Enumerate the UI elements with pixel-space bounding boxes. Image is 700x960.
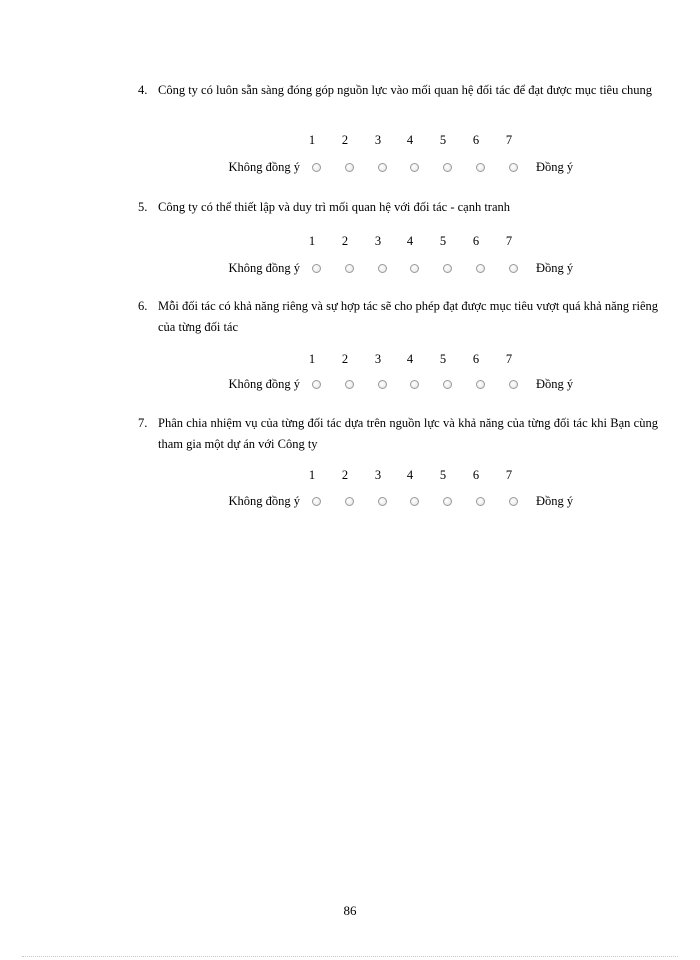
radio-option-4[interactable] (410, 497, 419, 506)
scale-number-1: 1 (308, 234, 316, 248)
question-4-text-row (138, 80, 658, 101)
page-bottom-divider (22, 956, 678, 957)
scale-left-label: Không đồng ý (228, 377, 300, 391)
scale-number-5: 5 (439, 234, 447, 248)
scale-number-4: 4 (406, 133, 414, 147)
scale-number-5: 5 (439, 468, 447, 482)
scale-right-label: Đồng ý (536, 261, 574, 275)
scale-left-label: Không đồng ý (228, 261, 300, 275)
question-text: Mỗi đối tác có khả năng riêng và sự hợp tác sẽ cho phép đạt được mục tiêu vượt quá khả năng riêng của từng đối tác (158, 299, 658, 334)
question-number: 5. (138, 200, 148, 214)
scale-number-4: 4 (406, 234, 414, 248)
radio-option-6[interactable] (476, 380, 485, 389)
radio-option-2[interactable] (345, 497, 354, 506)
scale-number-7: 7 (505, 133, 513, 147)
likert-scale-row (138, 377, 658, 395)
question-7 (138, 413, 658, 508)
question-7-text-row (138, 413, 658, 455)
question-6 (138, 296, 658, 391)
question-number: 7. (138, 416, 148, 430)
radio-option-2[interactable] (345, 264, 354, 273)
scale-number-5: 5 (439, 352, 447, 366)
scale-number-4: 4 (406, 468, 414, 482)
scale-right-label: Đồng ý (536, 377, 574, 391)
scale-number-3: 3 (374, 468, 382, 482)
scale-left-label: Không đồng ý (228, 494, 300, 508)
radio-option-3[interactable] (378, 497, 387, 506)
scale-number-2: 2 (341, 234, 349, 248)
radio-option-3[interactable] (378, 380, 387, 389)
radio-option-6[interactable] (476, 163, 485, 172)
radio-option-1[interactable] (312, 163, 321, 172)
scale-number-7: 7 (505, 468, 513, 482)
radio-option-5[interactable] (443, 380, 452, 389)
question-5 (138, 197, 658, 275)
scale-number-3: 3 (374, 133, 382, 147)
scale-number-1: 1 (308, 352, 316, 366)
radio-option-1[interactable] (312, 497, 321, 506)
scale-number-1: 1 (308, 468, 316, 482)
radio-option-6[interactable] (476, 497, 485, 506)
scale-number-6: 6 (472, 234, 480, 248)
question-text: Công ty có luôn sẵn sàng đóng góp nguồn lực vào mối quan hệ đối tác để đạt được mục tiêu chung (158, 83, 653, 97)
question-number: 4. (138, 83, 148, 97)
scale-right-label: Đồng ý (536, 160, 574, 174)
scale-number-5: 5 (439, 133, 447, 147)
radio-option-2[interactable] (345, 163, 354, 172)
scale-number-2: 2 (341, 352, 349, 366)
radio-option-7[interactable] (509, 163, 518, 172)
scale-number-2: 2 (341, 133, 349, 147)
scale-number-6: 6 (472, 352, 480, 366)
radio-option-4[interactable] (410, 163, 419, 172)
scale-number-1: 1 (308, 133, 316, 147)
scale-number-2: 2 (341, 468, 349, 482)
scale-number-6: 6 (472, 133, 480, 147)
scale-number-7: 7 (505, 234, 513, 248)
radio-option-3[interactable] (378, 264, 387, 273)
radio-option-5[interactable] (443, 163, 452, 172)
question-text: Công ty có thể thiết lập và duy trì mối quan hệ với đối tác - cạnh tranh (158, 200, 511, 214)
radio-option-2[interactable] (345, 380, 354, 389)
radio-option-7[interactable] (509, 264, 518, 273)
likert-scale-row (138, 261, 658, 279)
radio-option-6[interactable] (476, 264, 485, 273)
scale-number-7: 7 (505, 352, 513, 366)
radio-option-7[interactable] (509, 497, 518, 506)
question-4 (138, 80, 658, 174)
radio-option-1[interactable] (312, 380, 321, 389)
scale-number-3: 3 (374, 352, 382, 366)
radio-option-3[interactable] (378, 163, 387, 172)
radio-option-5[interactable] (443, 264, 452, 273)
question-text: Phân chia nhiệm vụ của từng đối tác dựa trên nguồn lực và khả năng của từng đối tác khi Bạn cùng tham gia một dự án với Công ty (158, 416, 658, 451)
radio-option-1[interactable] (312, 264, 321, 273)
scale-number-6: 6 (472, 468, 480, 482)
question-6-text-row (138, 296, 658, 338)
likert-scale-row (138, 160, 658, 178)
radio-option-7[interactable] (509, 380, 518, 389)
scale-left-label: Không đồng ý (228, 160, 300, 174)
radio-option-4[interactable] (410, 264, 419, 273)
scale-number-4: 4 (406, 352, 414, 366)
question-5-text-row (138, 197, 658, 218)
scale-right-label: Đồng ý (536, 494, 574, 508)
page-number: 86 (343, 903, 357, 918)
radio-option-4[interactable] (410, 380, 419, 389)
likert-scale-row (138, 494, 658, 512)
question-number: 6. (138, 299, 148, 313)
radio-option-5[interactable] (443, 497, 452, 506)
scale-number-3: 3 (374, 234, 382, 248)
